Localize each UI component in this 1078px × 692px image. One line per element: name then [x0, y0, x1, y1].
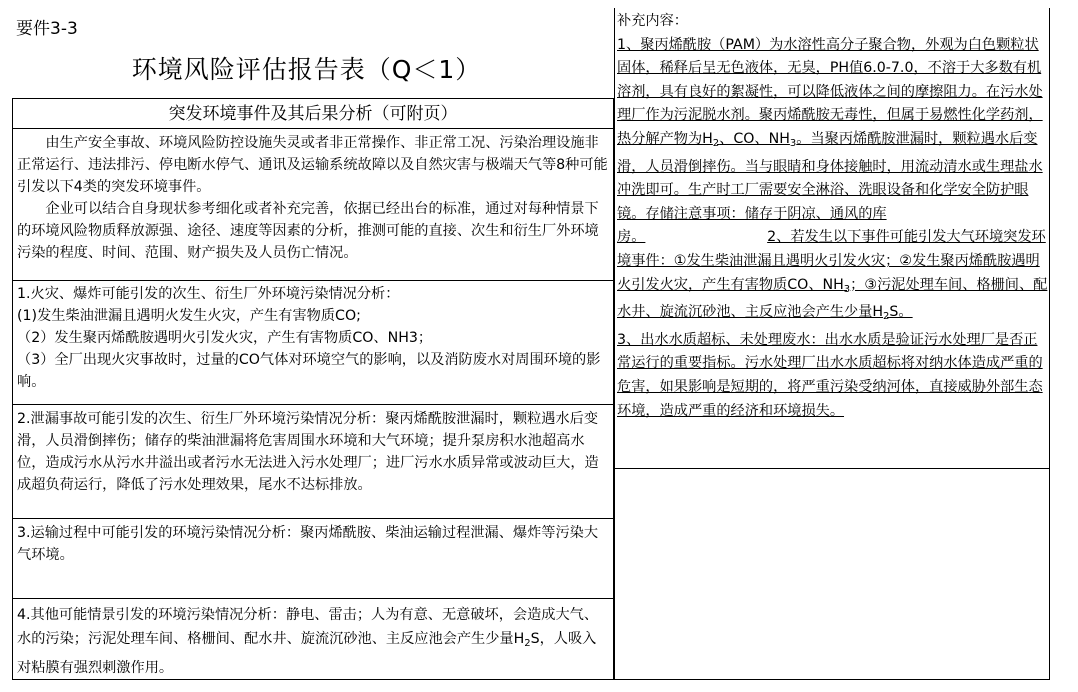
- page-title: 环境风险评估报告表（Q＜1）: [131, 55, 482, 84]
- intro-paragraph-1: 由生产安全事故、环境风险防控设施失灵或者非正常操作、非正常工况、污染治理设施非正常运行、违法排污、停电断水停气、通讯及运输系统故障以及自然灾害与极端天气等8种可能引发以下4类的突发环境事件。: [17, 135, 608, 195]
- other-scenario-section: [13, 598, 613, 680]
- supplement-heading: 补充内容：: [617, 13, 688, 29]
- fire-item-2: （2）发生聚丙烯酰胺遇明火引发火灾，产生有害物质CO、NH3；: [17, 330, 433, 346]
- leak-section-text: 2.泄漏事故可能引发的次生、衍生厂外环境污染情况分析：聚丙烯酰胺泄漏时，颗粒遇水后变滑，人员滑倒摔伤；储存的柴油泄漏将危害周围水环境和大气环境；提升泵房积水池超高水位，造成污水从污水井溢出或者污水无法进入污水处理厂；进厂污水水质异常或波动巨大，造成超负荷运行，降低了污水处理效果，尾水不达标排放。: [17, 411, 599, 493]
- fire-item-1: (1)发生柴油泄漏且遇明火发生火灾，产生有害物质CO;: [17, 308, 361, 324]
- other-text-part-b: S，人吸入对粘膜有强烈刺激作用。: [17, 631, 597, 676]
- subscript: 3: [789, 137, 797, 149]
- supp1-part-b: 、CO、NH: [719, 130, 790, 147]
- panel-divider: [615, 468, 1049, 469]
- subscript: 2: [712, 137, 720, 149]
- supp2-part-b: ；③污泥处理车间、格栅间、配水井、旋流沉砂池、主反应池会产生少量H: [617, 276, 1048, 321]
- intro-paragraph-2: 企业可以结合自身现状参考细化或者补充完善，依据已经出台的标准，通过对每种情景下的环境风险物质释放源强、途径、速度等因素的分析，推测可能的直接、次生和衍生厂外环境污染的程度、时间、范围、财产损失及人员伤亡情况。: [17, 201, 599, 261]
- supplement-panel: [614, 8, 1050, 680]
- document-id: 要件3-3: [16, 19, 78, 39]
- transport-section: [13, 518, 613, 598]
- other-scenario-text: [17, 603, 609, 680]
- table-header: 突发环境事件及其后果分析（可附页）: [13, 98, 613, 128]
- subscript: 3: [843, 283, 851, 295]
- subscript: 2: [883, 311, 890, 323]
- other-text-part-a: 4.其他可能情景引发的环境污染情况分析：静电、雷击；人为有意、无意破坏，会造成大气、水的污染；污泥处理车间、格栅间、配水井、旋流沉砂池、主反应池会产生少量H: [17, 607, 599, 647]
- subscript: 2: [524, 638, 531, 649]
- fire-item-3: （3）全厂出现火灾事故时，过量的CO气体对环境空气的影响，以及消防废水对周围环境的影响。: [17, 352, 601, 390]
- supp2-part-a: 2、若发生以下事件可能引发大气环境突发环境事件：①发生柴油泄漏且遇明火引发火灾；②发生聚丙烯酰胺遇明火引发火灾，产生有害物质CO、NH: [617, 229, 1046, 293]
- supplement-content: [617, 10, 1049, 423]
- intro-section: [13, 128, 613, 280]
- supplement-item-1: [617, 37, 1043, 246]
- supp1-part-c: 。当聚丙烯酰胺泄漏时，颗粒遇水后变滑，人员滑倒摔伤。当与眼睛和身体接触时，用流动清水或生理盐水冲洗即可。生产时工厂需要安全淋浴、洗眼设备和化学安全防护眼镜。存储注意事项：储存于阴凉、通风的库房。: [617, 130, 1043, 246]
- transport-section-text: 3.运输过程中可能引发的环境污染情况分析：聚丙烯酰胺、柴油运输过程泄漏、爆炸等污染大气环境。: [17, 525, 599, 563]
- fire-explosion-section: [13, 280, 613, 404]
- fire-section-heading: 1.火灾、爆炸可能引发的次生、衍生厂外环境污染情况分析：: [17, 286, 400, 302]
- analysis-table: [12, 98, 614, 680]
- supp2-part-c: S。: [889, 304, 913, 321]
- leak-section: [13, 404, 613, 518]
- supplement-item-3: 3、出水水质超标、未处理废水：出水水质是验证污水处理厂是否正常运行的重要指标。污水处理厂出水水质超标将对纳水体造成严重的危害，如果影响是短期的，将严重污染受纳河体，直接威胁外部生态环境，造成严重的经济和环境损失。: [617, 331, 1043, 419]
- supp1-part-a: 1、聚丙烯酰胺（PAM）为水溶性高分子聚合物，外观为白色颗粒状固体，稀释后呈无色液体，无臭，PH值6.0-7.0，不溶于大多数有机溶剂，具有良好的絮凝性，可以降低液体之间的摩擦阻力。在污水处理厂作为污泥脱水剂。聚丙烯酰胺无毒性，但属于易燃性化学药剂，热分解产物为H: [617, 36, 1043, 147]
- supplement-item-2: [617, 229, 1048, 323]
